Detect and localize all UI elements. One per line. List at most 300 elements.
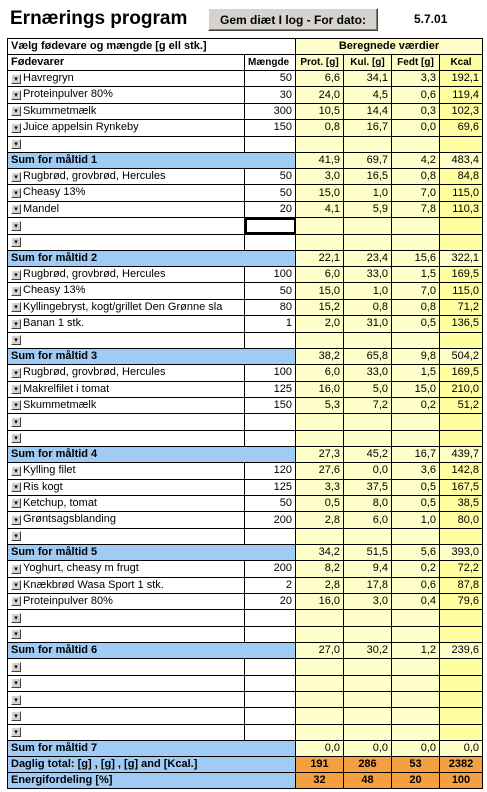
kcal-value: 167,5 (440, 479, 483, 495)
kcal-value (440, 234, 483, 250)
quantity-input[interactable] (245, 136, 296, 152)
prot-value: 8,2 (296, 561, 344, 577)
food-cell[interactable] (8, 463, 245, 479)
food-cell[interactable] (8, 283, 245, 299)
col-food-header: Fødevarer (8, 55, 245, 71)
daily-total-value: 53 (392, 757, 440, 773)
food-cell[interactable] (8, 430, 245, 446)
kcal-value: 192,1 (440, 71, 483, 87)
prot-value: 6,6 (296, 71, 344, 87)
meal-sum-label: Sum for måltid 3 (8, 349, 296, 365)
meal-sum-row (8, 643, 483, 659)
meal-sum-label: Sum for måltid 7 (8, 741, 296, 757)
kcal-value: 169,5 (440, 365, 483, 381)
food-name: Skummetmælk (23, 398, 97, 411)
quantity-input[interactable] (245, 430, 296, 446)
food-name: Ris kogt (23, 480, 63, 493)
food-cell[interactable] (8, 414, 245, 430)
kcal-value (440, 724, 483, 740)
fedt-value: 0,0 (392, 120, 440, 136)
kcal-value (440, 610, 483, 626)
prot-value (296, 626, 344, 642)
kul-value (344, 708, 392, 724)
prot-value: 3,3 (296, 479, 344, 495)
food-name: Proteinpulver 80% (23, 88, 113, 101)
kcal-value (440, 332, 483, 348)
kul-value (344, 136, 392, 152)
dropdown-arrow-icon[interactable]: ▾ (11, 629, 21, 639)
kul-value: 33,0 (344, 365, 392, 381)
dropdown-arrow-icon[interactable]: ▾ (11, 433, 21, 443)
kcal-value (440, 528, 483, 544)
dropdown-arrow-icon[interactable]: ▾ (11, 417, 21, 427)
fedt-value (392, 626, 440, 642)
dropdown-arrow-icon[interactable]: ▾ (11, 74, 21, 84)
sum-fedt: 16,7 (392, 447, 440, 463)
sum-kul: 45,2 (344, 447, 392, 463)
quantity-input[interactable]: 80 (245, 299, 296, 315)
meal-sum-label: Sum for måltid 2 (8, 251, 296, 267)
food-name: Knækbrød Wasa Sport 1 stk. (23, 578, 164, 591)
sum-kul: 65,8 (344, 349, 392, 365)
kcal-value: 142,8 (440, 463, 483, 479)
dropdown-arrow-icon[interactable]: ▾ (11, 221, 21, 231)
food-cell[interactable] (8, 659, 245, 675)
prot-value (296, 414, 344, 430)
meal-sum-row (8, 545, 483, 561)
dropdown-arrow-icon[interactable]: ▾ (11, 302, 21, 312)
kul-value: 31,0 (344, 316, 392, 332)
prot-value (296, 136, 344, 152)
food-name: Banan 1 stk. (23, 317, 85, 330)
save-log-button[interactable]: Gem diæt I log - For dato: (208, 8, 378, 31)
quantity-input[interactable]: 100 (245, 365, 296, 381)
food-cell[interactable] (8, 675, 245, 691)
dropdown-arrow-icon[interactable]: ▾ (11, 384, 21, 394)
daily-total-row (8, 757, 483, 773)
meal-sum-row (8, 251, 483, 267)
food-cell[interactable] (8, 708, 245, 724)
quantity-input[interactable] (245, 528, 296, 544)
fedt-value: 7,0 (392, 185, 440, 201)
food-row (8, 495, 483, 511)
food-cell[interactable] (8, 365, 245, 381)
kcal-value (440, 414, 483, 430)
sum-kcal: 322,1 (440, 251, 483, 267)
prot-value: 10,5 (296, 103, 344, 119)
fedt-value (392, 675, 440, 691)
dropdown-arrow-icon[interactable]: ▾ (11, 613, 21, 623)
dropdown-arrow-icon[interactable]: ▾ (11, 368, 21, 378)
food-cell[interactable] (8, 332, 245, 348)
food-row (8, 593, 483, 609)
food-cell[interactable] (8, 136, 245, 152)
food-cell[interactable] (8, 267, 245, 283)
food-cell[interactable] (8, 234, 245, 250)
prot-value: 3,0 (296, 169, 344, 185)
quantity-input[interactable]: 150 (245, 120, 296, 136)
sum-kul: 23,4 (344, 251, 392, 267)
quantity-input[interactable]: 50 (245, 495, 296, 511)
food-cell[interactable] (8, 479, 245, 495)
dropdown-arrow-icon[interactable]: ▾ (11, 531, 21, 541)
food-row (8, 283, 483, 299)
daily-total-label: Daglig total: [g] , [g] , [g] and [Kcal.] (8, 757, 296, 773)
quantity-input[interactable]: 30 (245, 87, 296, 103)
food-row (8, 120, 483, 136)
kcal-value: 51,2 (440, 397, 483, 413)
food-row (8, 299, 483, 315)
food-cell[interactable] (8, 577, 245, 593)
kul-value: 33,0 (344, 267, 392, 283)
sum-fedt: 5,6 (392, 545, 440, 561)
kcal-value: 169,5 (440, 267, 483, 283)
sum-prot: 22,1 (296, 251, 344, 267)
kul-value (344, 626, 392, 642)
col-kcal-header: Kcal (440, 55, 483, 71)
quantity-input[interactable] (245, 724, 296, 740)
food-cell[interactable] (8, 626, 245, 642)
fedt-value: 0,6 (392, 577, 440, 593)
dropdown-arrow-icon[interactable]: ▾ (11, 564, 21, 574)
food-name: Cheasy 13% (23, 186, 86, 199)
sum-kcal: 239,6 (440, 643, 483, 659)
dropdown-arrow-icon[interactable]: ▾ (11, 662, 21, 672)
food-row (8, 267, 483, 283)
sum-prot: 34,2 (296, 545, 344, 561)
quantity-input[interactable]: 50 (245, 71, 296, 87)
food-row (8, 169, 483, 185)
quantity-input[interactable]: 50 (245, 283, 296, 299)
quantity-input[interactable] (245, 659, 296, 675)
kcal-value (440, 675, 483, 691)
quantity-input[interactable]: 150 (245, 397, 296, 413)
fedt-value: 15,0 (392, 381, 440, 397)
quantity-input[interactable] (245, 692, 296, 708)
daily-total-value: 286 (344, 757, 392, 773)
quantity-input[interactable] (245, 332, 296, 348)
kul-value: 6,0 (344, 512, 392, 528)
kul-value (344, 692, 392, 708)
quantity-input[interactable]: 300 (245, 103, 296, 119)
food-row (8, 626, 483, 642)
food-name: Proteinpulver 80% (23, 594, 113, 607)
prot-value: 5,3 (296, 397, 344, 413)
kcal-value: 87,8 (440, 577, 483, 593)
kul-value: 7,2 (344, 397, 392, 413)
fedt-value: 0,8 (392, 169, 440, 185)
kul-value: 34,1 (344, 71, 392, 87)
meal-sum-label: Sum for måltid 4 (8, 447, 296, 463)
dropdown-arrow-icon[interactable]: ▾ (11, 237, 21, 247)
dropdown-arrow-icon[interactable]: ▾ (11, 286, 21, 296)
food-name: Kyllingebryst, kogt/grillet Den Grønne sla (23, 300, 223, 313)
quantity-input[interactable] (245, 626, 296, 642)
kul-value: 37,5 (344, 479, 392, 495)
kul-value: 17,8 (344, 577, 392, 593)
app-title: Ernærings program (10, 8, 188, 29)
sum-kcal: 504,2 (440, 349, 483, 365)
quantity-input[interactable]: 200 (245, 561, 296, 577)
fedt-value: 0,8 (392, 299, 440, 315)
kul-value (344, 430, 392, 446)
prot-value (296, 675, 344, 691)
food-name: Ketchup, tomat (23, 496, 97, 509)
meal-sum-label: Sum for måltid 1 (8, 153, 296, 169)
prot-value (296, 724, 344, 740)
dropdown-arrow-icon[interactable]: ▾ (11, 466, 21, 476)
kcal-value: 119,4 (440, 87, 483, 103)
prot-value (296, 708, 344, 724)
dropdown-arrow-icon[interactable]: ▾ (11, 482, 21, 492)
food-cell[interactable] (8, 201, 245, 217)
food-row (8, 316, 483, 332)
dropdown-arrow-icon[interactable]: ▾ (11, 270, 21, 280)
dropdown-arrow-icon[interactable]: ▾ (11, 596, 21, 606)
kul-value (344, 675, 392, 691)
fedt-value (392, 659, 440, 675)
sum-fedt: 0,0 (392, 741, 440, 757)
food-name: Grøntsagsblanding (23, 513, 116, 526)
dropdown-arrow-icon[interactable]: ▾ (11, 580, 21, 590)
quantity-input[interactable]: 200 (245, 512, 296, 528)
food-cell[interactable] (8, 381, 245, 397)
prot-value (296, 692, 344, 708)
dropdown-arrow-icon[interactable]: ▾ (11, 727, 21, 737)
food-row (8, 218, 483, 234)
food-row (8, 708, 483, 724)
quantity-input[interactable] (245, 414, 296, 430)
kul-value (344, 414, 392, 430)
fedt-value: 0,5 (392, 495, 440, 511)
quantity-input[interactable] (245, 610, 296, 626)
prot-value (296, 234, 344, 250)
dropdown-arrow-icon[interactable]: ▾ (11, 106, 21, 116)
food-cell[interactable] (8, 71, 245, 87)
food-row (8, 430, 483, 446)
fedt-value (392, 528, 440, 544)
fedt-value (392, 610, 440, 626)
dropdown-arrow-icon[interactable]: ▾ (11, 498, 21, 508)
prot-value: 15,0 (296, 185, 344, 201)
kul-value: 4,5 (344, 87, 392, 103)
kul-value (344, 724, 392, 740)
prot-value: 2,8 (296, 512, 344, 528)
food-cell[interactable] (8, 561, 245, 577)
sum-kcal: 393,0 (440, 545, 483, 561)
food-cell[interactable] (8, 528, 245, 544)
fedt-value: 7,0 (392, 283, 440, 299)
sum-kul: 51,5 (344, 545, 392, 561)
food-name: Havregryn (23, 72, 74, 84)
meal-sum-row (8, 447, 483, 463)
food-cell[interactable] (8, 87, 245, 103)
food-cell[interactable] (8, 593, 245, 609)
nutrition-table (7, 38, 483, 789)
dropdown-arrow-icon[interactable]: ▾ (11, 172, 21, 182)
dropdown-arrow-icon[interactable]: ▾ (11, 123, 21, 133)
quantity-input[interactable]: 125 (245, 381, 296, 397)
dropdown-arrow-icon[interactable]: ▾ (11, 319, 21, 329)
col-qty-header: Mængde (245, 55, 296, 71)
food-row (8, 397, 483, 413)
kul-value (344, 332, 392, 348)
dropdown-arrow-icon[interactable]: ▾ (11, 711, 21, 721)
quantity-input[interactable]: 50 (245, 185, 296, 201)
kul-value (344, 218, 392, 234)
kcal-value: 115,0 (440, 283, 483, 299)
dropdown-arrow-icon[interactable]: ▾ (11, 400, 21, 410)
food-name: Rugbrød, grovbrød, Hercules (23, 366, 166, 379)
meal-sum-row (8, 153, 483, 169)
quantity-input[interactable]: 20 (245, 593, 296, 609)
quantity-input[interactable] (245, 218, 296, 234)
sum-fedt: 15,6 (392, 251, 440, 267)
quantity-input[interactable] (245, 708, 296, 724)
dropdown-arrow-icon[interactable]: ▾ (11, 204, 21, 214)
daily-total-value: 2382 (440, 757, 483, 773)
food-cell[interactable] (8, 169, 245, 185)
food-name: Juice appelsin Rynkeby (23, 121, 139, 134)
fedt-value: 0,2 (392, 397, 440, 413)
prot-value (296, 430, 344, 446)
food-cell[interactable] (8, 316, 245, 332)
dropdown-arrow-icon[interactable]: ▾ (11, 90, 21, 100)
computed-values-header: Beregnede værdier (296, 39, 483, 55)
fedt-value (392, 234, 440, 250)
food-row (8, 692, 483, 708)
food-cell[interactable] (8, 495, 245, 511)
sum-fedt: 1,2 (392, 643, 440, 659)
food-row (8, 332, 483, 348)
fedt-value: 0,5 (392, 479, 440, 495)
prot-value (296, 610, 344, 626)
kul-value: 14,4 (344, 103, 392, 119)
fedt-value (392, 332, 440, 348)
kul-value: 0,0 (344, 463, 392, 479)
kul-value: 0,8 (344, 299, 392, 315)
sum-prot: 27,3 (296, 447, 344, 463)
kul-value: 16,7 (344, 120, 392, 136)
kcal-value (440, 626, 483, 642)
fedt-value: 1,5 (392, 267, 440, 283)
dropdown-arrow-icon[interactable]: ▾ (11, 678, 21, 688)
food-row (8, 610, 483, 626)
food-row (8, 724, 483, 740)
quantity-input[interactable]: 125 (245, 479, 296, 495)
food-cell[interactable] (8, 610, 245, 626)
fedt-value (392, 218, 440, 234)
food-name: Rugbrød, grovbrød, Hercules (23, 170, 166, 183)
sum-prot: 38,2 (296, 349, 344, 365)
quantity-input[interactable]: 100 (245, 267, 296, 283)
col-kul-header: Kul. [g] (344, 55, 392, 71)
kul-value: 5,0 (344, 381, 392, 397)
dropdown-arrow-icon[interactable]: ▾ (11, 188, 21, 198)
kul-value: 8,0 (344, 495, 392, 511)
quantity-input[interactable] (245, 675, 296, 691)
food-cell[interactable] (8, 185, 245, 201)
kcal-value: 210,0 (440, 381, 483, 397)
kcal-value: 79,6 (440, 593, 483, 609)
food-name: Cheasy 13% (23, 284, 86, 297)
food-row (8, 463, 483, 479)
kul-value (344, 659, 392, 675)
quantity-input[interactable]: 2 (245, 577, 296, 593)
food-cell[interactable] (8, 512, 245, 528)
kcal-value: 80,0 (440, 512, 483, 528)
kcal-value (440, 218, 483, 234)
fedt-value (392, 136, 440, 152)
dropdown-arrow-icon[interactable]: ▾ (11, 139, 21, 149)
food-row (8, 365, 483, 381)
kul-value: 3,0 (344, 593, 392, 609)
sum-kcal: 439,7 (440, 447, 483, 463)
dropdown-arrow-icon[interactable]: ▾ (11, 695, 21, 705)
prot-value: 4,1 (296, 201, 344, 217)
quantity-input[interactable]: 50 (245, 169, 296, 185)
food-cell[interactable] (8, 692, 245, 708)
energy-distribution-value: 32 (296, 773, 344, 789)
food-row (8, 201, 483, 217)
quantity-input[interactable]: 20 (245, 201, 296, 217)
food-cell[interactable] (8, 218, 245, 234)
food-cell[interactable] (8, 299, 245, 315)
food-cell[interactable] (8, 724, 245, 740)
food-row (8, 103, 483, 119)
prot-value (296, 659, 344, 675)
quantity-input[interactable] (245, 234, 296, 250)
energy-distribution-value: 48 (344, 773, 392, 789)
kul-value (344, 610, 392, 626)
food-name: Yoghurt, cheasy m frugt (23, 562, 139, 575)
prot-value: 2,0 (296, 316, 344, 332)
prot-value: 6,0 (296, 267, 344, 283)
food-cell[interactable] (8, 397, 245, 413)
prot-value: 16,0 (296, 381, 344, 397)
food-row (8, 561, 483, 577)
food-row (8, 234, 483, 250)
kul-value (344, 528, 392, 544)
food-row (8, 577, 483, 593)
dropdown-arrow-icon[interactable]: ▾ (11, 515, 21, 525)
kcal-value: 38,5 (440, 495, 483, 511)
meal-sum-row (8, 741, 483, 757)
energy-distribution-value: 20 (392, 773, 440, 789)
kcal-value: 71,2 (440, 299, 483, 315)
quantity-input[interactable]: 1 (245, 316, 296, 332)
kcal-value (440, 136, 483, 152)
quantity-input[interactable]: 120 (245, 463, 296, 479)
prot-value (296, 218, 344, 234)
food-cell[interactable] (8, 103, 245, 119)
sum-prot: 27,0 (296, 643, 344, 659)
prot-value (296, 528, 344, 544)
dropdown-arrow-icon[interactable]: ▾ (11, 335, 21, 345)
energy-distribution-value: 100 (440, 773, 483, 789)
prot-value: 2,8 (296, 577, 344, 593)
food-row (8, 675, 483, 691)
fedt-value: 0,5 (392, 316, 440, 332)
food-row (8, 414, 483, 430)
fedt-value (392, 414, 440, 430)
fedt-value: 7,8 (392, 201, 440, 217)
fedt-value: 0,6 (392, 87, 440, 103)
food-cell[interactable] (8, 120, 245, 136)
prot-value: 0,5 (296, 495, 344, 511)
sum-prot: 41,9 (296, 153, 344, 169)
food-name: Mandel (23, 202, 60, 215)
